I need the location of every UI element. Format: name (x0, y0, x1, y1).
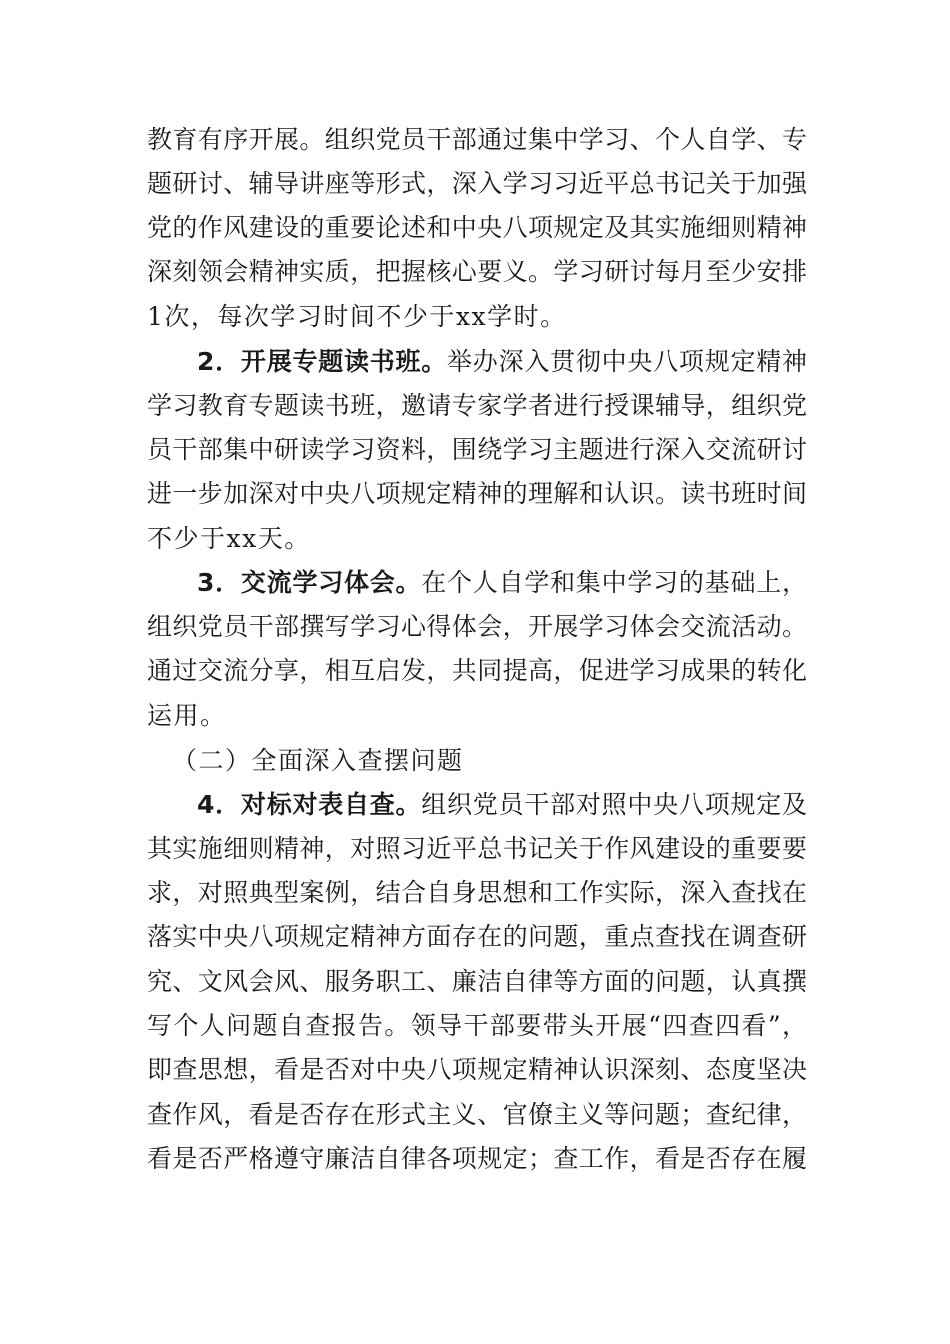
paragraph-line: 学习教育专题读书班，邀请专家学者进行授课辅导，组织党 (147, 391, 807, 420)
paragraph-line: 员干部集中研读学习资料，围绕学习主题进行深入交流研讨 (147, 435, 807, 464)
paragraph-line: 看是否严格遵守廉洁自律各项规定；查工作，看是否存在履 (147, 1144, 807, 1173)
item-text: 举办深入贯彻中央八项规定精神 (447, 347, 807, 376)
paragraph-line (197, 340, 807, 384)
paragraph-line: 究、文风会风、服务职工、廉洁自律等方面的问题，认真撰 (147, 967, 807, 996)
item-text: 组织党员干部对照中央八项规定及 (421, 790, 807, 819)
paragraph-line: 教育有序开展。组织党员干部通过集中学习、个人自学、专 (147, 125, 807, 154)
paragraph-line: 写个人问题自查报告。领导干部要带头开展“四查四看”， (147, 1011, 807, 1040)
paragraph-line: 落实中央八项规定精神方面存在的问题，重点查找在调查研 (147, 922, 807, 951)
paragraph-line: 即查思想，看是否对中央八项规定精神认识深刻、态度坚决 (147, 1055, 807, 1084)
paragraph-line: 查作风，看是否存在形式主义、官僚主义等问题；查纪律， (147, 1100, 807, 1129)
item-text: 在个人自学和集中学习的基础上， (421, 568, 807, 597)
section-heading: （二）全面深入查摆问题 (172, 746, 464, 775)
paragraph-line: 深刻领会精神实质，把握核心要义。学习研讨每月至少安排 (147, 257, 807, 286)
paragraph-line: 党的作风建设的重要论述和中央八项规定及其实施细则精神 (147, 213, 807, 242)
paragraph-line: 求，对照典型案例，结合自身思想和工作实际，深入查找在 (147, 878, 807, 907)
paragraph-line: 题研讨、辅导讲座等形式，深入学习习近平总书记关于加强 (147, 169, 807, 198)
paragraph-line: 1次，每次学习时间不少于xx学时。 (147, 302, 567, 331)
paragraph-line (197, 783, 807, 827)
paragraph-line: 进一步加深对中央八项规定精神的理解和认识。读书班时间 (147, 479, 807, 508)
paragraph-line: 通过交流分享，相互启发，共同提高，促进学习成果的转化 (147, 656, 807, 685)
paragraph-line (197, 561, 807, 605)
item-heading: 3．交流学习体会。 (197, 568, 422, 597)
item-heading: 4．对标对表自查。 (197, 790, 422, 819)
paragraph-line: 运用。 (147, 701, 227, 730)
paragraph-line: 组织党员干部撰写学习心得体会，开展学习体会交流活动。 (147, 612, 807, 641)
item-heading: 2．开展专题读书班。 (197, 347, 448, 376)
paragraph-line: 其实施细则精神，对照习近平总书记关于作风建设的重要要 (147, 834, 807, 863)
paragraph-line: 不少于xx天。 (147, 524, 311, 553)
